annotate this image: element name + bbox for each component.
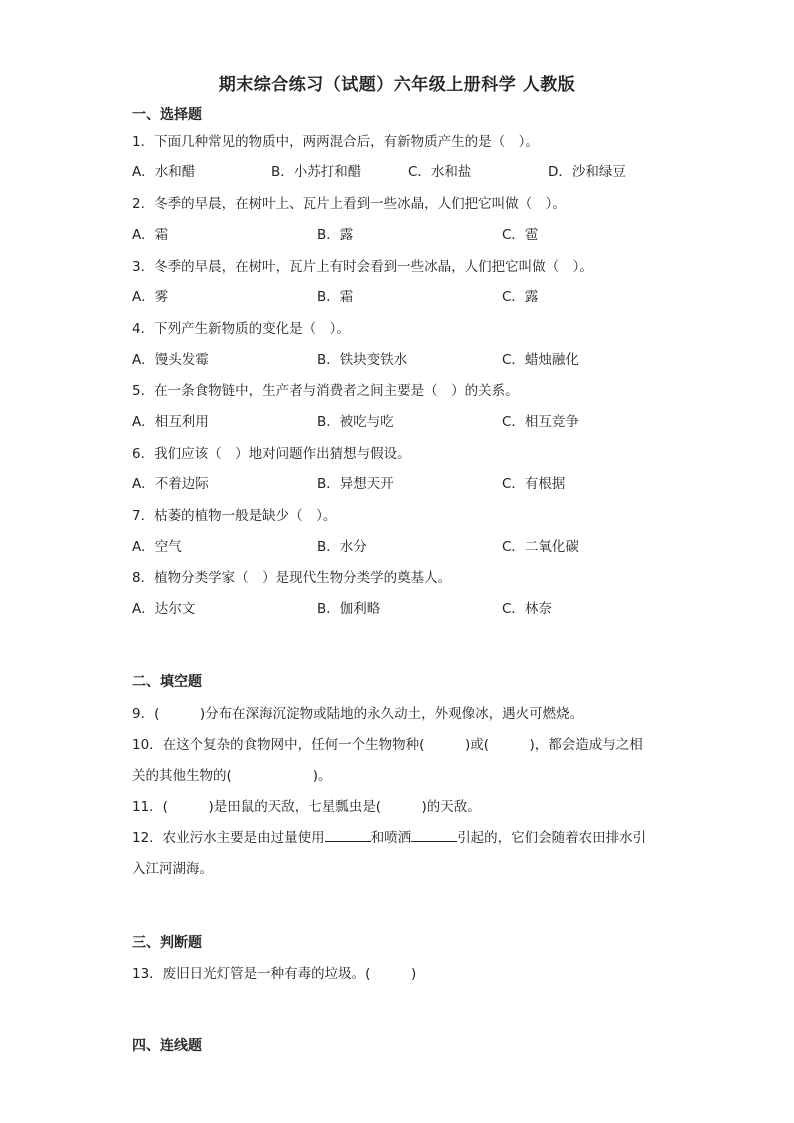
option-4c: C．蜡烛融化 [502, 352, 579, 368]
option-6b: B．异想天开 [317, 476, 394, 492]
answer-blank-12a[interactable] [325, 829, 371, 842]
section-heading-fill: 二、填空题 [132, 674, 202, 690]
option-1d: D．沙和绿豆 [548, 164, 626, 180]
section-heading-judge: 三、判断题 [132, 935, 202, 951]
option-7a: A．空气 [132, 539, 182, 555]
question-9: 9．( )分布在深海沉淀物或陆地的永久动土，外观像冰，遇火可燃烧。 [132, 706, 584, 722]
question-2: 2．冬季的早晨，在树叶上、瓦片上看到一些冰晶，人们把它叫做（ ）。 [132, 196, 566, 212]
question-8: 8．植物分类学家（ ）是现代生物分类学的奠基人。 [132, 570, 452, 586]
question-12-line1 [132, 826, 646, 846]
section-heading-match: 四、连线题 [132, 1038, 202, 1054]
question-12-part-b: 和喷洒 [370, 830, 412, 846]
option-3b: B．霜 [317, 289, 354, 305]
question-6: 6．我们应该（ ）地对问题作出猜想与假设。 [132, 446, 411, 462]
option-8a: A．达尔文 [132, 601, 196, 617]
option-2b: B．露 [317, 227, 354, 243]
question-12-part-a: 12．农业污水主要是由过量使用 [132, 830, 325, 846]
question-13: 13．废旧日光灯管是一种有毒的垃圾。( ) [132, 966, 417, 982]
option-2c: C．雹 [502, 227, 539, 243]
option-5c: C．相互竞争 [502, 414, 579, 430]
option-7b: B．水分 [317, 539, 367, 555]
options-1 [132, 160, 672, 180]
question-10-line2: 关的其他生物的( )。 [132, 768, 332, 784]
question-11: 11．( )是田鼠的天敌，七星瓢虫是( )的天敌。 [132, 799, 481, 815]
question-10-line1: 10．在这个复杂的食物网中，任何一个生物物种( )或( )，都会造成与之相 [132, 737, 643, 753]
answer-blank-12b[interactable] [411, 829, 457, 842]
option-6c: C．有根据 [502, 476, 566, 492]
option-3c: C．露 [502, 289, 539, 305]
options-7 [132, 535, 672, 555]
options-6 [132, 472, 672, 492]
option-1c: C．水和盐 [408, 164, 472, 180]
options-4 [132, 348, 672, 368]
options-8 [132, 597, 672, 617]
option-6a: A．不着边际 [132, 476, 209, 492]
option-5a: A．相互利用 [132, 414, 209, 430]
option-1a: A．水和醋 [132, 164, 196, 180]
question-12-line2: 入江河湖海。 [132, 861, 213, 877]
section-heading-choice: 一、选择题 [132, 107, 202, 123]
option-5b: B．被吃与吃 [317, 414, 394, 430]
option-3a: A．雾 [132, 289, 169, 305]
page-title: 期末综合练习（试题）六年级上册科学 人教版 [218, 75, 576, 95]
option-7c: C．二氧化碳 [502, 539, 579, 555]
option-4b: B．铁块变铁水 [317, 352, 408, 368]
question-3: 3．冬季的早晨，在树叶，瓦片上有时会看到一些冰晶，人们把它叫做（ ）。 [132, 259, 593, 275]
question-1: 1．下面几种常见的物质中，两两混合后，有新物质产生的是（ ）。 [132, 134, 539, 150]
option-1b: B．小苏打和醋 [271, 164, 362, 180]
question-12-part-c: 引起的，它们会随着农田排水引 [457, 830, 647, 846]
question-4: 4．下列产生新物质的变化是（ ）。 [132, 321, 350, 337]
options-3 [132, 285, 672, 305]
question-5: 5．在一条食物链中，生产者与消费者之间主要是（ ）的关系。 [132, 383, 519, 399]
option-4a: A．馒头发霉 [132, 352, 209, 368]
option-2a: A．霜 [132, 227, 169, 243]
option-8b: B．伽利略 [317, 601, 381, 617]
options-5 [132, 410, 672, 430]
option-8c: C．林奈 [502, 601, 552, 617]
options-2 [132, 223, 672, 243]
question-7: 7．枯萎的植物一般是缺少（ ）。 [132, 508, 337, 524]
